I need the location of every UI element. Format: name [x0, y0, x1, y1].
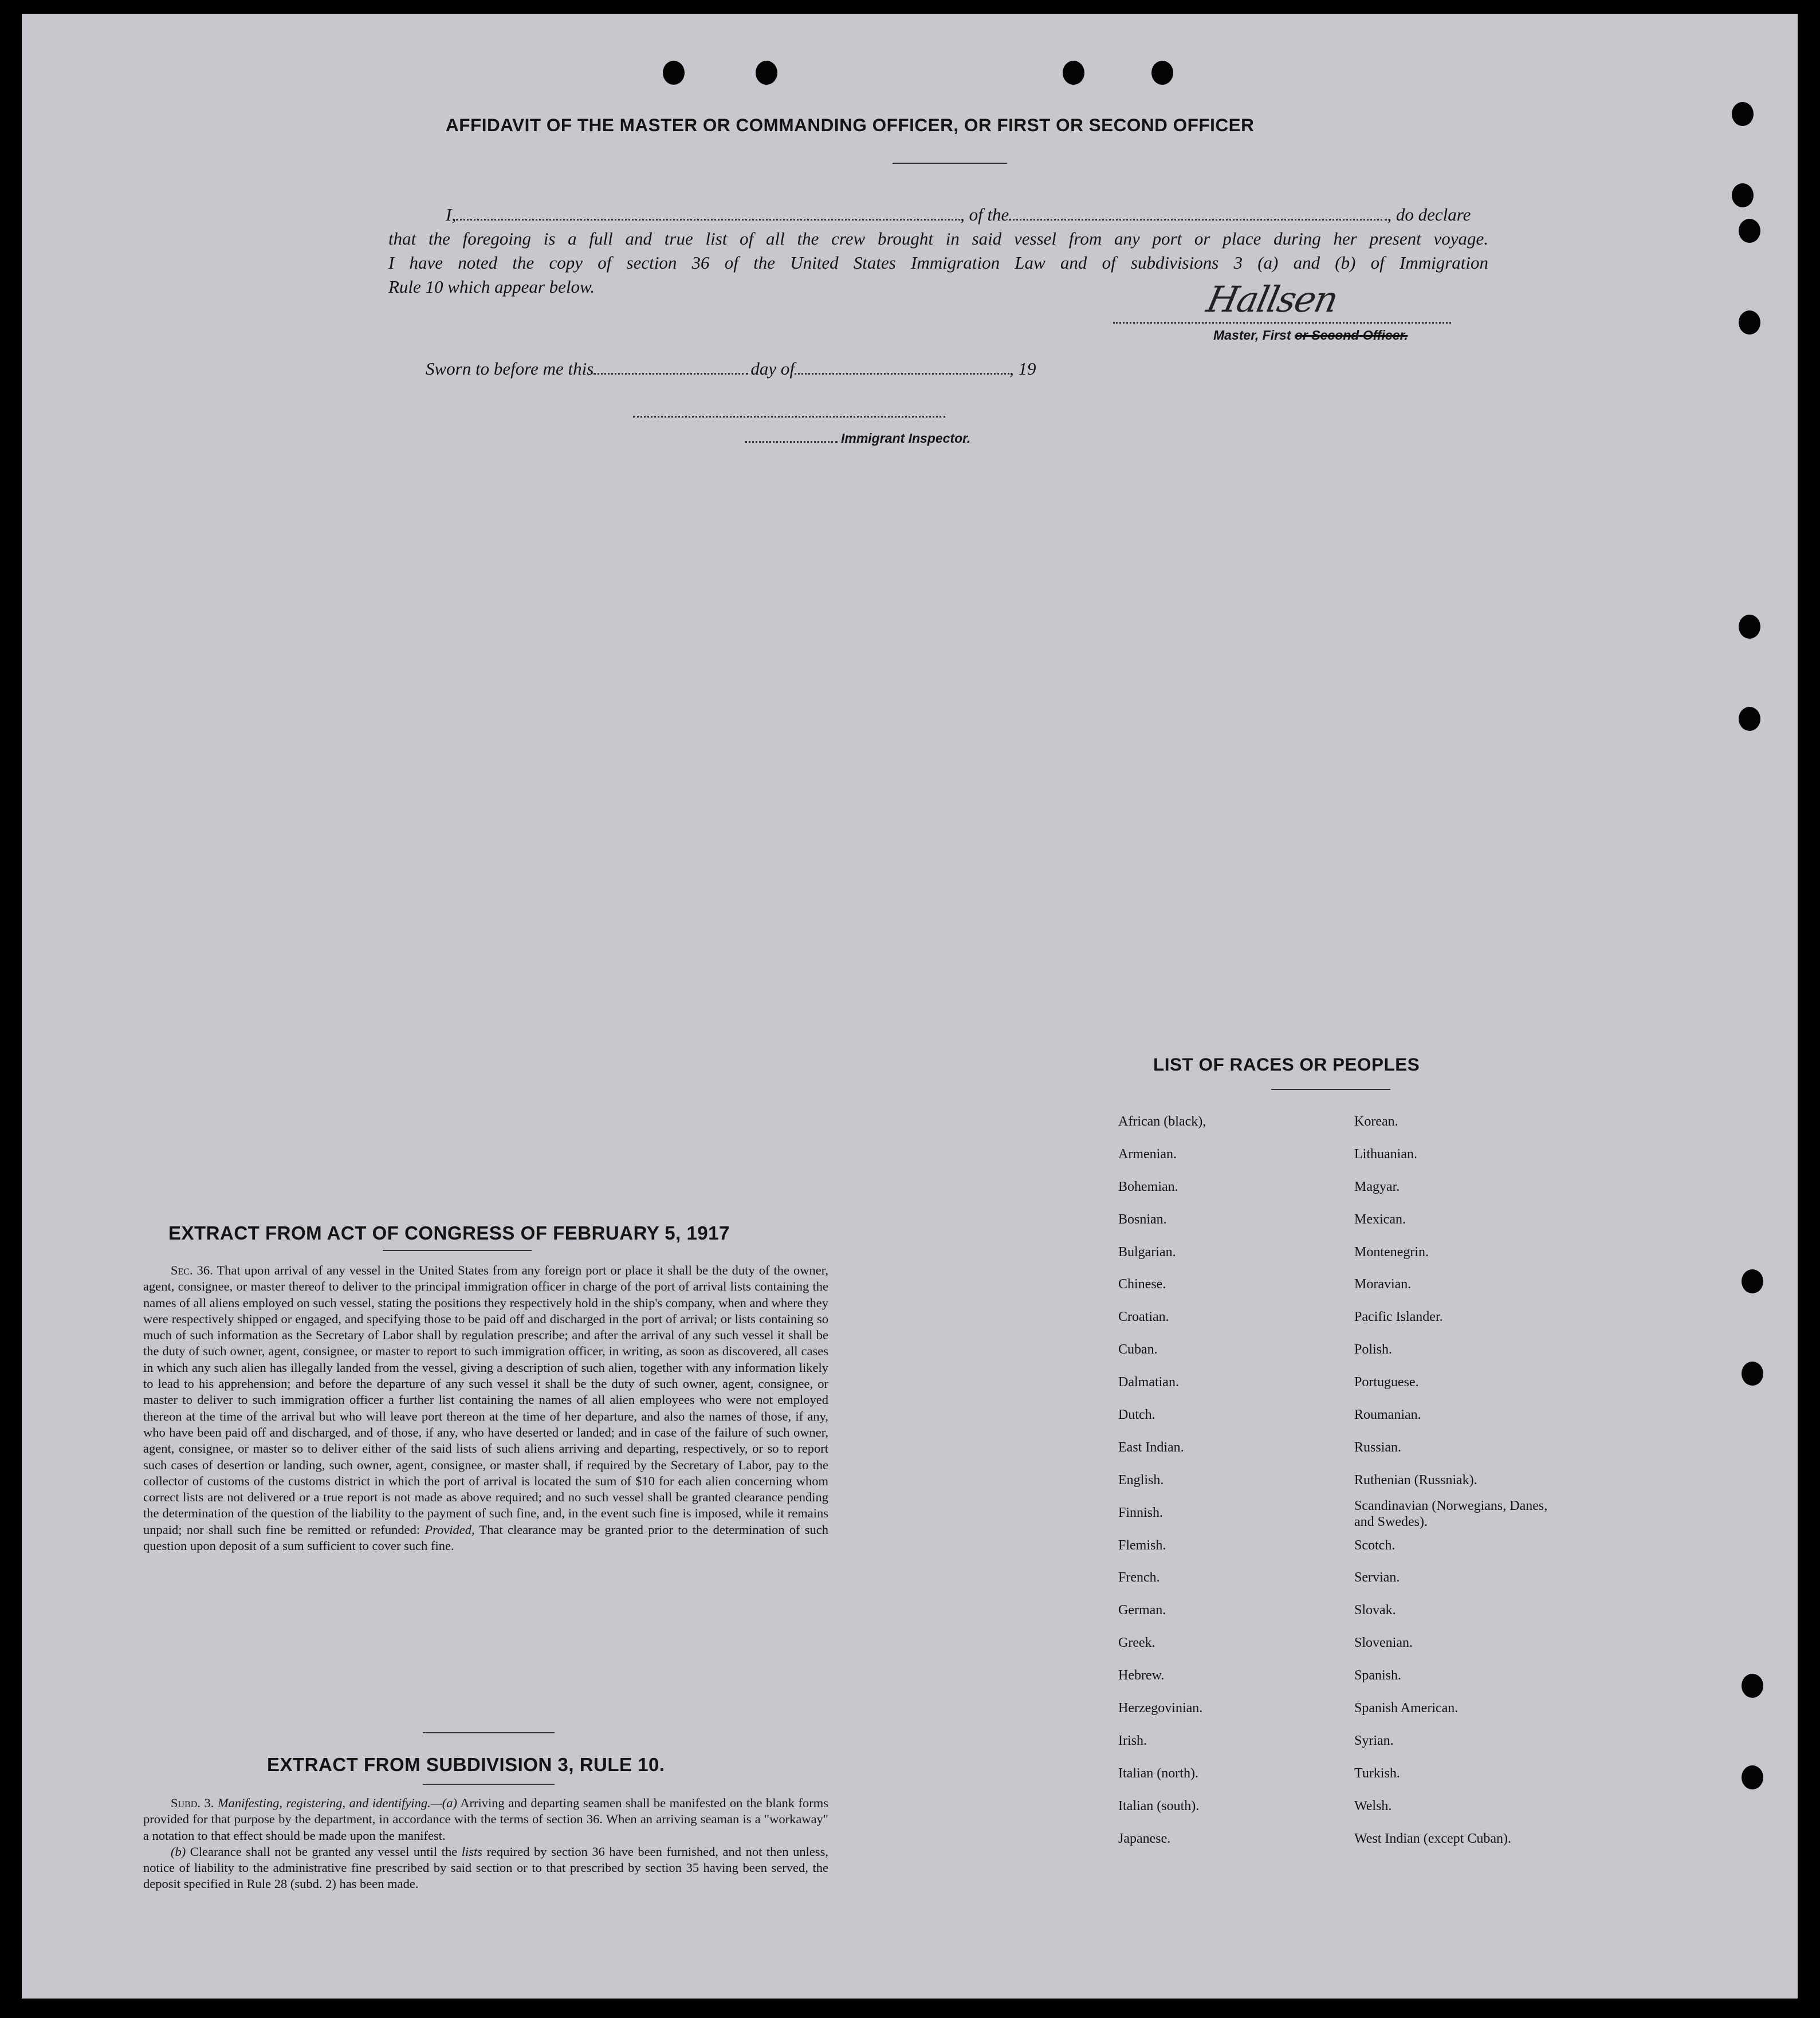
race-item: Ruthenian (Russniak).: [1354, 1472, 1477, 1488]
race-item: Italian (south).: [1118, 1798, 1200, 1814]
affidavit-title: AFFIDAVIT OF THE MASTER OR COMMANDING OFFICER, OR FIRST OR SECOND OFFICER: [446, 115, 1255, 135]
sworn-line: [426, 359, 1036, 379]
sec-36-provided: Provided,: [424, 1522, 475, 1537]
race-item: Japanese.: [1118, 1831, 1171, 1846]
subd-3-a-text: Arriving and departing seamen shall be manifested on the blank forms provided for that purpose by the department, in accordance with the terms of section 36. When an arriving seaman is a "workaway" a notation to that effect should be made upon the manifest.: [143, 1796, 829, 1843]
act-extract-body: [143, 1262, 828, 1554]
race-item: Mexican.: [1354, 1211, 1406, 1227]
race-item: Portuguese.: [1354, 1375, 1419, 1390]
race-item: Servian.: [1354, 1570, 1400, 1586]
binder-hole: [1742, 1269, 1763, 1293]
race-item: Russian.: [1354, 1439, 1402, 1455]
binder-hole: [1739, 219, 1760, 243]
inspector-name-blank[interactable]: [745, 441, 838, 443]
race-item: Moravian.: [1354, 1277, 1412, 1292]
binder-hole: [1732, 102, 1754, 126]
inspector-signature-blank[interactable]: [633, 410, 945, 418]
rule-extract-title-rule: [423, 1784, 555, 1785]
subd-3-b-lists: lists: [461, 1844, 483, 1859]
sec-36-text-end: That clearance may be granted prior to the determination of such question upon deposit of a sum sufficient to cover such fine.: [143, 1522, 829, 1553]
race-item: Slovenian.: [1354, 1635, 1413, 1651]
race-item: Syrian.: [1354, 1733, 1394, 1748]
races-right-column: [1354, 1106, 1560, 1855]
affidavit-line-3: I have noted the copy of section 36 of the United States Immigration Law and of subdivisions 3 (a) and (b) of Immigration: [388, 253, 1488, 273]
binder-hole: [1742, 1362, 1763, 1386]
races-title-rule: [1271, 1089, 1390, 1090]
act-extract-title-rule: [383, 1250, 532, 1251]
subd-3-b-text-2: required by section 36 have been furnished, and not then unless, notice of liability to the administrative fine prescribed by said section or to that prescribed by section 35 having been served, the deposit specified in Rule 28 (subd. 2) has been made.: [143, 1844, 829, 1891]
race-item: Scandinavian (Norwegians, Danes, and Swedes).: [1354, 1498, 1548, 1529]
rule-extract-body: [143, 1795, 828, 1893]
race-item: Hebrew.: [1118, 1668, 1165, 1683]
binder-hole: [1739, 615, 1760, 639]
sworn-label: Sworn to before me this: [426, 359, 594, 379]
race-item: German.: [1118, 1603, 1166, 1618]
race-item: Welsh.: [1354, 1798, 1392, 1814]
rule-extract-title: EXTRACT FROM SUBDIVISION 3, RULE 10.: [267, 1754, 665, 1775]
document-page: [22, 14, 1798, 1999]
race-item: Irish.: [1118, 1733, 1147, 1748]
race-item: Dalmatian.: [1118, 1375, 1179, 1390]
binder-hole: [1063, 61, 1084, 85]
affidavit-declaration-line: [388, 203, 1488, 227]
race-item: Herzegovinian.: [1118, 1701, 1203, 1716]
race-item: Lithuanian.: [1354, 1146, 1417, 1162]
sworn-day-of-label: day of: [750, 359, 795, 379]
subd-3-title: Manifesting, registering, and identifying.: [217, 1796, 431, 1810]
affidavit-of-the-label: , of the: [960, 204, 1009, 225]
act-extract-title: EXTRACT FROM ACT OF CONGRESS OF FEBRUARY 5, 1917: [168, 1222, 730, 1244]
binder-hole: [663, 61, 685, 85]
binder-hole: [1732, 183, 1754, 207]
race-item: African (black),: [1118, 1114, 1206, 1129]
race-item: West Indian (except Cuban).: [1354, 1831, 1511, 1846]
race-item: Dutch.: [1118, 1407, 1155, 1423]
race-item: Pacific Islander.: [1354, 1309, 1443, 1325]
signature-caption-struck: or Second Officer.: [1294, 328, 1408, 343]
sworn-month-blank[interactable]: [795, 373, 1009, 375]
race-item: Finnish.: [1118, 1505, 1163, 1520]
subd-3-b-text-1: Clearance shall not be granted any vessel until the: [190, 1844, 458, 1859]
race-item: French.: [1118, 1570, 1160, 1586]
race-item: Greek.: [1118, 1635, 1155, 1651]
name-blank[interactable]: [456, 219, 960, 221]
binder-hole: [1739, 707, 1760, 731]
race-item: Armenian.: [1118, 1146, 1177, 1162]
sec-36-text: That upon arrival of any vessel in the United States from any foreign port or place it shall be the duty of the owner, agent, consignee, or master thereof to deliver to the principal immigration officer in charge of the port of arrival lists containing the names of all aliens employed on such vessel, stating the positions they respectively hold in the ship's company, when and where they were respectively shipped or engaged, and specifying those to be paid off and discharged in the port of arrival; or lists containing so much of such information as the Secretary of Labor shall by regulation prescribe; and after the arrival of any such vessel it shall be the duty of such owner, agent, consignee, or master to report to such immigration officer, in writing, as soon as discovered, all cases in which any such alien has illegally landed from the vessel, giving a description of such alien, together with any information likely to lead to his apprehension; and before the departure of any such vessel it shall be the duty of such owner, agent, consignee, or master to deliver to such immigration officer a further list containing the names of all alien employees who were not employed thereon at the time of the arrival but who will leave port thereon at the time of her departure, and also the names of those, if any, who have been paid off and discharged, and of those, if any, who have deserted or landed; and in case of the failure of such owner, agent, consignee, or master so to deliver either of the said lists of such aliens arriving and departing, respectively, or so to report such cases of desertion or landing, such owner, agent, consignee, or master shall, if required by the Secretary of Labor, pay to the collector of customs of the customs district in which the port of arrival is located the sum of $10 for each alien concerning whom correct lists are not delivered or a true report is not made as above required; and no such vessel shall be granted clearance pending the determination of the question of the liability to the payment of such fine, and, in the event such fine is imposed, while it remains unpaid; nor shall such fine be remitted or refunded:: [143, 1263, 828, 1537]
race-item: Flemish.: [1118, 1537, 1166, 1553]
race-item: Korean.: [1354, 1114, 1398, 1129]
race-item: Bulgarian.: [1118, 1244, 1176, 1260]
binder-hole: [756, 61, 777, 85]
race-item: Italian (north).: [1118, 1765, 1198, 1781]
inspector-line: [745, 431, 970, 446]
races-left-column: [1118, 1106, 1206, 1855]
race-item: Turkish.: [1354, 1765, 1400, 1781]
binder-hole: [1742, 1674, 1763, 1698]
race-item: Slovak.: [1354, 1603, 1396, 1618]
signature-caption: [1213, 328, 1408, 343]
binder-hole: [1739, 310, 1760, 335]
inspector-label: Immigrant Inspector.: [841, 431, 971, 446]
sworn-year-label: , 19: [1009, 359, 1036, 379]
race-item: Polish.: [1354, 1342, 1393, 1358]
race-item: Montenegrin.: [1354, 1244, 1429, 1260]
rule-extract-top-rule: [423, 1732, 555, 1733]
race-item: Scotch.: [1354, 1537, 1396, 1553]
affidavit-declare-label: , do declare: [1387, 204, 1471, 225]
affidavit-line-2: that the foregoing is a full and true list of all the crew brought in said vessel from any port or place during her present voyage.: [388, 229, 1488, 249]
race-item: Cuban.: [1118, 1342, 1158, 1358]
affidavit-i-label: I,: [446, 204, 457, 225]
affidavit-line-4: Rule 10 which appear below.: [388, 277, 595, 297]
signature-caption-master: Master, First: [1213, 328, 1291, 343]
race-item: Spanish.: [1354, 1668, 1402, 1683]
sec-36-label: Sec. 36.: [171, 1263, 213, 1277]
race-item: English.: [1118, 1472, 1164, 1488]
race-item: Roumanian.: [1354, 1407, 1421, 1423]
binder-hole: [1151, 61, 1173, 85]
binder-hole: [1742, 1765, 1763, 1789]
race-item: Bohemian.: [1118, 1179, 1178, 1194]
race-item: Chinese.: [1118, 1277, 1166, 1292]
sworn-day-blank[interactable]: [593, 373, 748, 375]
vessel-blank[interactable]: [1009, 219, 1387, 221]
subd-3-label: Subd. 3.: [171, 1796, 214, 1810]
subd-3-a-prefix: —(a): [430, 1796, 458, 1810]
affidavit-title-rule: [893, 163, 1007, 164]
officer-signature: Hallsen: [1203, 278, 1341, 320]
race-item: East Indian.: [1118, 1439, 1184, 1455]
race-item: Spanish American.: [1354, 1701, 1459, 1716]
subd-3-b-prefix: (b): [171, 1844, 186, 1859]
races-title: LIST OF RACES OR PEOPLES: [1153, 1054, 1420, 1075]
race-item: Bosnian.: [1118, 1211, 1167, 1227]
race-item: Magyar.: [1354, 1179, 1400, 1194]
race-item: Croatian.: [1118, 1309, 1169, 1325]
